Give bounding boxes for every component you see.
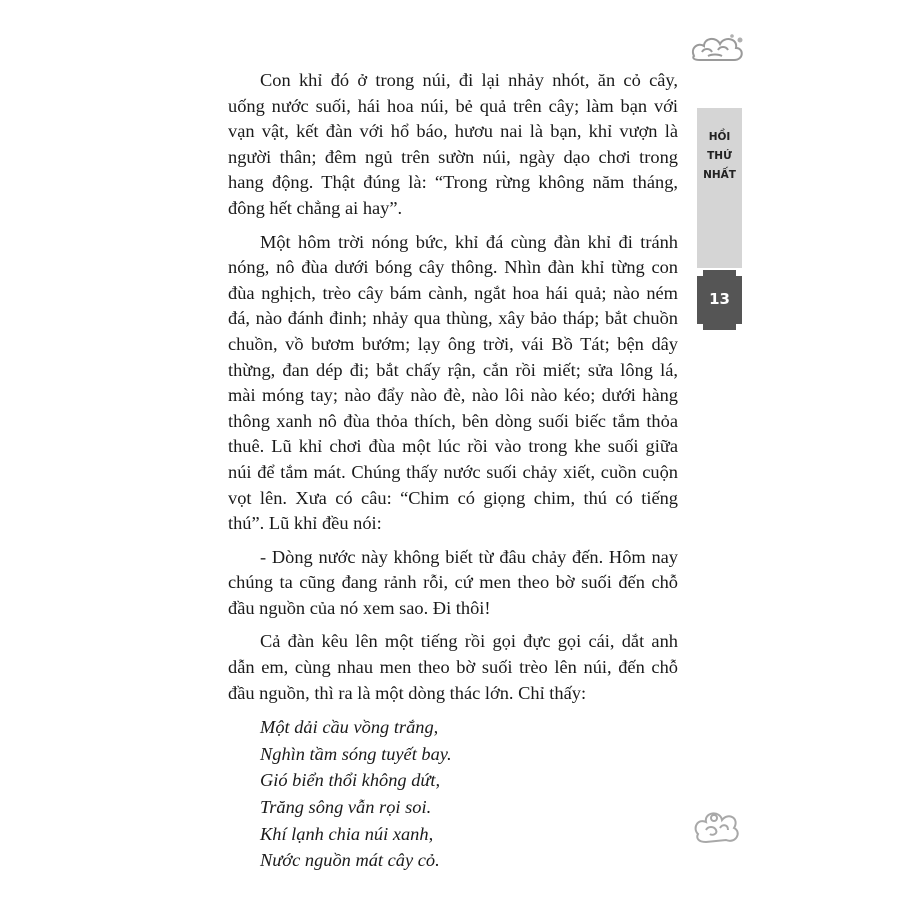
poem-line: Một dải cầu vồng trắng, xyxy=(260,717,439,738)
chapter-label-line3: NHẤT xyxy=(703,169,736,181)
text-line: nóng, nô đùa dưới bóng cây thông. Nhìn đàn khỉ từng con xyxy=(228,257,678,278)
paragraph xyxy=(228,230,678,537)
text-line: dẫn em, cùng nhau men theo bờ suối trèo lên núi, đến chỗ xyxy=(228,657,678,678)
poem-line: Gió biển thổi không dứt, xyxy=(260,770,441,791)
chapter-label-line1: HỒI xyxy=(708,131,731,143)
text-line: đá, nào đánh đinh; nhảy qua thùng, xây bảo tháp; bắt chuồn xyxy=(228,308,678,329)
body-text xyxy=(228,68,678,874)
text-line: hang động. Thật đúng là: “Trong rừng không năm tháng, xyxy=(228,172,678,193)
text-line: thông xanh nô đùa thỏa thích, bên dòng suối biếc tắm thỏa xyxy=(228,410,678,431)
text-line: Cả đàn kêu lên một tiếng rồi gọi đực gọi cái, dắt anh xyxy=(260,631,678,652)
text-line: vạn vật, kết đàn với hổ báo, hươu nai là bạn, khỉ vượn là xyxy=(228,121,678,142)
text-line: đầu nguồn của nó xem sao. Đi thôi! xyxy=(228,597,491,618)
poem-line: Trăng sông vẫn rọi soi. xyxy=(260,797,432,818)
paragraph xyxy=(228,629,678,706)
text-line: vọt lên. Xưa có câu: “Chim có giọng chim, thú có tiếng xyxy=(228,487,678,508)
text-line: uống nước suối, hái hoa núi, bẻ quả trên cây; làm bạn với xyxy=(228,95,678,116)
text-line: thú”. Lũ khỉ đều nói: xyxy=(228,513,382,534)
paragraph xyxy=(228,68,678,222)
cloud-ornament-icon xyxy=(690,804,742,848)
text-line: Con khỉ đó ở trong núi, đi lại nhảy nhót, ăn cỏ cây, xyxy=(260,70,678,90)
cloud-ornament-icon xyxy=(688,32,746,68)
text-line: đông hết chẳng ai hay”. xyxy=(228,197,403,218)
chapter-label-line2: THỨ xyxy=(707,150,732,162)
text-line: người thân; đêm ngủ trên sườn núi, ngày dạo chơi trong xyxy=(228,146,678,167)
page-number: 13 xyxy=(709,290,730,308)
text-line: chuồn, vồ bươm bướm; lạy ông trời, vái Bồ Tát; bện dây xyxy=(228,333,678,354)
text-line: thuê. Lũ khỉ chơi đùa một lúc rồi vào trong khe suối giữa xyxy=(228,436,678,457)
poem xyxy=(228,714,678,874)
text-line: Một hôm trời nóng bức, khỉ đá cùng đàn khỉ đi tránh xyxy=(260,231,678,252)
text-line: chúng ta cũng đang rảnh rỗi, cứ men theo bờ suối đến chỗ xyxy=(228,572,678,593)
text-line: - Dòng nước này không biết từ đâu chảy đến. Hôm nay xyxy=(260,546,678,567)
text-line: đầu nguồn, thì ra là một dòng thác lớn. Chỉ thấy: xyxy=(228,682,587,703)
text-line: thừng, đan dép đi; bắt chấy rận, cắn rồi miết; sửa lông lá, xyxy=(228,359,678,380)
chapter-label xyxy=(697,128,742,185)
poem-line: Nghìn tầm sóng tuyết bay. xyxy=(260,743,452,764)
poem-line: Nước nguồn mát cây cỏ. xyxy=(260,850,440,871)
poem-line: Khí lạnh chia núi xanh, xyxy=(260,823,434,844)
page-number-box xyxy=(697,270,742,330)
text-line: núi để tắm mát. Chúng thấy nước suối chảy xiết, cuồn cuộn xyxy=(228,461,678,482)
paragraph xyxy=(228,545,678,622)
text-line: đùa nghịch, trèo cây bám cành, ngắt hoa hái quả; nào ném xyxy=(228,282,678,303)
text-line: mài móng tay; nào đẩy nào đè, nào lôi nào kéo; dưới hàng xyxy=(228,385,678,406)
